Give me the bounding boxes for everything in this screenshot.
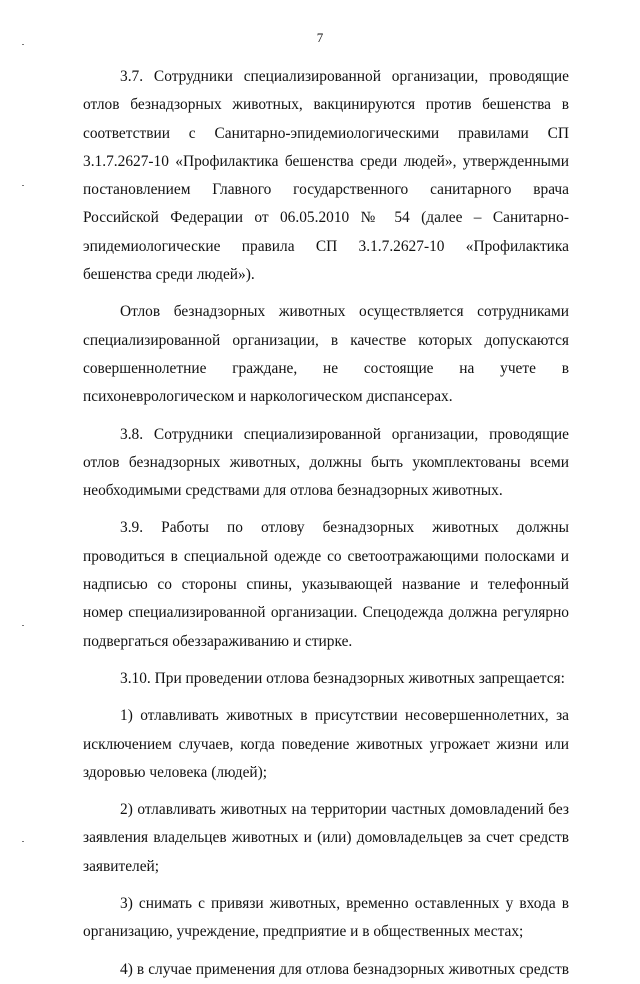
paragraph-3-10: 3.10. При проведении отлова безнадзорных животных запрещается: (120, 669, 565, 687)
list-item-3-10-3: 3) снимать с привязи животных, временно оставленных у входа в организацию, учреждение, предприятие и в общественных местах; (83, 895, 569, 941)
page-number: 7 (316, 30, 324, 45)
scan-margin-mark (22, 625, 24, 626)
document-body (83, 63, 569, 984)
list-item-3-10-4: 4) в случае применения для отлова безнадзорных животных средств (120, 960, 569, 978)
paragraph-3-7: 3.7. Сотрудники специализированной организации, проводящие отлов безнадзорных животных, вакцинируются против бешенства в соответствии с Санитарно-эпидемиологическими правилами СП 3.1.7.2627-10 «Профилактика бешенства среди людей», утвержденными постановлением Главного государственного санитарного врача Российской Федерации от 06.05.2010 № 54 (далее – Санитарно-эпидемиологические правила СП 3.1.7.2627-10 «Профилактика бешенства среди людей»). (83, 68, 569, 284)
scan-margin-mark (22, 841, 24, 842)
scan-margin-mark (22, 185, 24, 186)
paragraph-3-9: 3.9. Работы по отлову безнадзорных животных должны проводиться в специальной одежде со светоотражающими полосками и надписью со стороны спины, указывающей название и телефонный номер специализированной организации. Спецодежда должна регулярно подвергаться обеззараживанию и стирке. (83, 519, 569, 650)
paragraph-3-7-continued: Отлов безнадзорных животных осуществляется сотрудниками специализированной организации, в качестве которых допускаются совершеннолетние граждане, не состоящие на учете в психоневрологическом и наркологическом диспансерах. (83, 303, 569, 406)
list-item-3-10-1: 1) отлавливать животных в присутствии несовершеннолетних, за исключением случаев, когда поведение животных угрожает жизни или здоровью человека (людей); (83, 707, 569, 781)
scan-margin-mark (22, 44, 24, 45)
paragraph-3-8: 3.8. Сотрудники специализированной организации, проводящие отлов безнадзорных животных, должны быть укомплектованы всеми необходимыми средствами для отлова безнадзорных животных. (83, 425, 569, 500)
list-item-3-10-2: 2) отлавливать животных на территории частных домовладений без заявления владельцев животных и (или) домовладельцев за счет средств заявителей; (83, 801, 569, 875)
